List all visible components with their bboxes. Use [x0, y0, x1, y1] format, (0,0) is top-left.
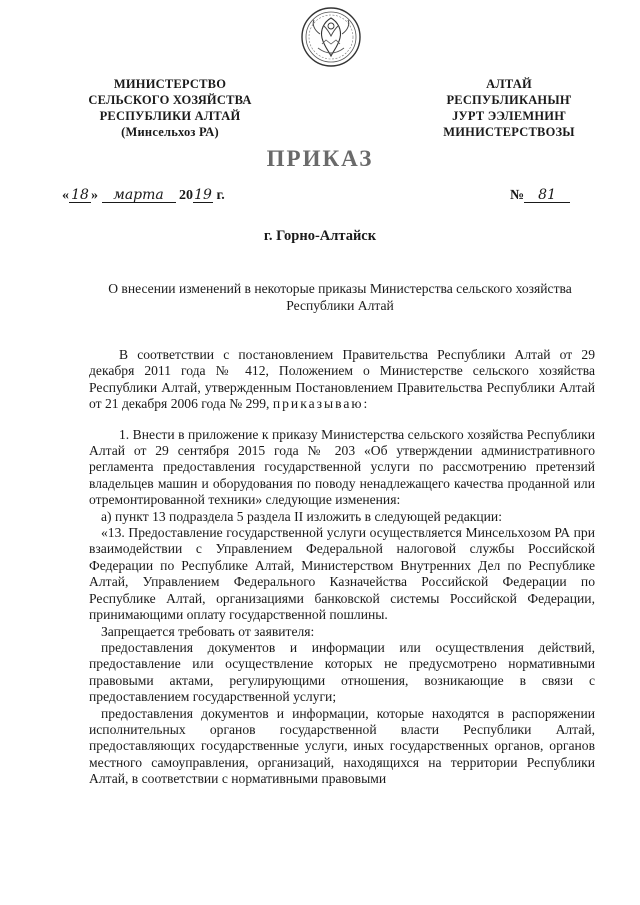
date-month: марта: [102, 188, 176, 203]
header-right-line: РЕСПУБЛИКАНЫҤ: [446, 93, 572, 107]
order-body: [89, 347, 595, 788]
item-1: 1. Внести в приложение к приказу Министерства сельского хозяйства Республики Алтай от 29 сентября 2015 года № 203 «Об утверждении административного регламента предоставления государственной услуги по рассмотрению претензий владельцев машин и оборудования по поводу ненадлежащего качества проданной или отремонтированной техники» следующие изменения:: [89, 426, 595, 508]
header-left-line: РЕСПУБЛИКИ АЛТАЙ: [99, 109, 241, 123]
point-13: «13. Предоставление государственной услуги осуществляется Минсельхозом РА при взаимодействии с Управлением Федеральной налоговой службы Российской Федерации по Республике Алтай, Министерством Внутренних Дел по Республике Алтай, Управлением Федерального Казначейства Российской Федерации по Республике Алтай, организациями банковской системы Российской Федерации, принимающими оплату государственной пошлины.: [89, 525, 595, 623]
header-left: [70, 76, 270, 140]
coat-of-arms-icon: [300, 4, 362, 70]
header-right: [425, 76, 593, 140]
header-left-line: (Минсельхоз РА): [121, 125, 219, 139]
city: г. Горно-Алтайск: [263, 228, 377, 244]
prohibited-heading: Запрещается требовать от заявителя:: [101, 623, 315, 639]
preamble: [89, 347, 595, 413]
header-right-line: АЛТАЙ: [486, 77, 532, 91]
number-sign: №: [510, 188, 525, 203]
header-right-line: ЈУРТ ЭЭЛЕМНИҤ: [452, 109, 566, 123]
prohibited-item-1: предоставления документов и информации или осуществления действий, предоставление или осуществление которых не предусмотрено нормативными правовыми актами, регулирующими отношения, возникающие в связи с предоставлением государственной услуги;: [89, 639, 595, 705]
prohibited-item-2: предоставления документов и информации, которые находятся в распоряжении исполнительных органов государственной власти Республики Алтай, предоставляющих государственные услуги, иных государственных органов, органов местного самоуправления, организаций, находящихся на территории Республики Алтай, в соответствии с нормативными правовыми: [89, 705, 595, 787]
header-left-line: СЕЛЬСКОГО ХОЗЯЙСТВА: [88, 93, 252, 107]
date-year-prefix: 20: [179, 188, 193, 203]
date-day: 18: [69, 188, 91, 203]
date-year-mark: г.: [216, 188, 225, 203]
header-right-line: МИНИСТЕРСТВОЗЫ: [443, 125, 575, 139]
document-title: ПРИКАЗ: [266, 146, 374, 171]
number-value: 81: [524, 188, 570, 203]
preamble-text: В соответствии с постановлением Правительства Республики Алтай от 29 декабря 2011 года № 412, Положением о Министерстве сельского хозяйства Республики Алтай, утвержденным Постановлением Правительства Республики Алтай от 21 декабря 2006 года № 299,: [89, 347, 595, 412]
order-date: [62, 188, 225, 204]
date-open-quote: «: [62, 188, 69, 203]
preamble-order: приказываю:: [272, 396, 370, 412]
order-number: [510, 188, 570, 204]
order-subject: О внесении изменений в некоторые приказы Министерства сельского хозяйства Республики Алтай: [108, 281, 572, 313]
item-1a: а) пункт 13 подраздела 5 раздела II изложить в следующей редакции:: [101, 508, 502, 524]
date-close-quote: »: [91, 188, 98, 203]
date-year-suffix: 19: [194, 187, 212, 203]
header-left-line: МИНИСТЕРСТВО: [113, 77, 227, 91]
